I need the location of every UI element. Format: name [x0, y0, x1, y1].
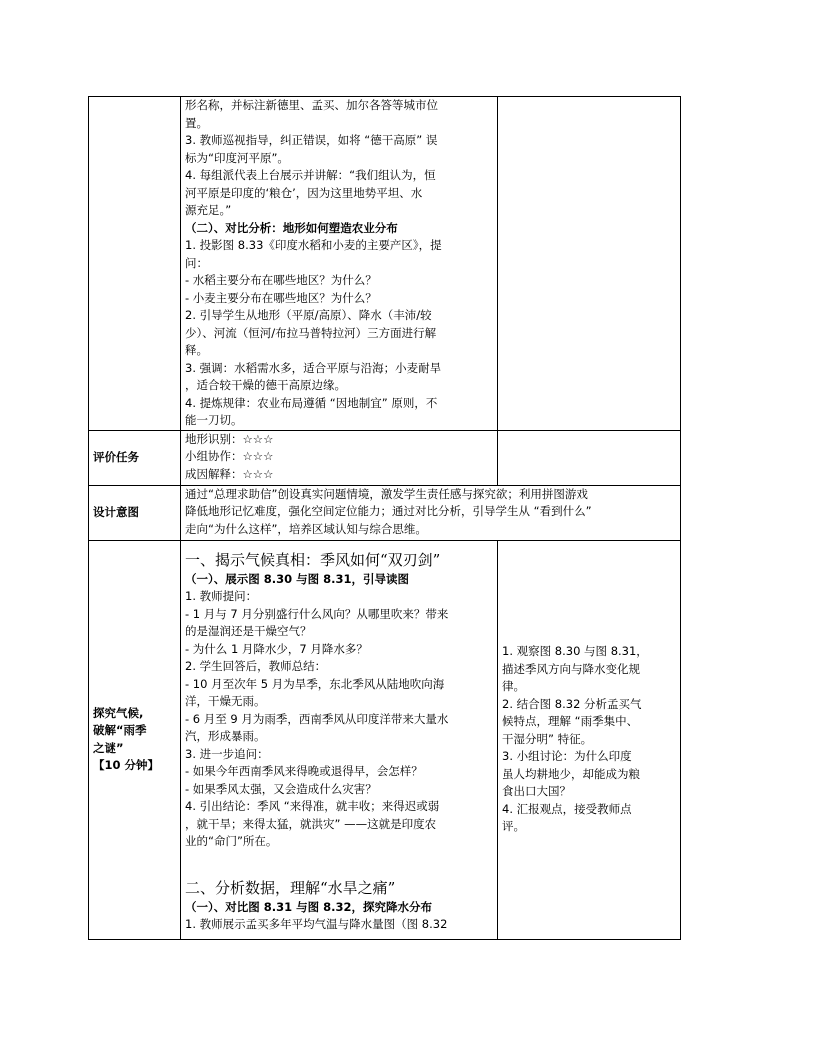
- explore-teacher-cell: [181, 540, 498, 939]
- text-line: - 小麦主要分布在哪些地区？为什么？: [185, 290, 377, 305]
- text-line: 3. 教师巡视指导，纠正错误，如将 “德干高原” 误: [185, 133, 438, 147]
- explore-label-line: 破解“雨季: [93, 723, 147, 737]
- design-text-cell: [181, 485, 681, 540]
- student-activity-line: 1. 观察图 8.30 与图 8.31，: [502, 644, 648, 659]
- text-line: 3. 进一步追问：: [185, 746, 269, 761]
- student-activity-block: [502, 643, 676, 836]
- lesson-plan-table: [88, 96, 681, 940]
- explore-student-cell: [498, 540, 681, 939]
- design-line: 走向“为什么这样”，培养区域认知与综合思维。: [185, 521, 427, 536]
- student-activity-line: 描述季风方向与降水变化规: [502, 661, 640, 676]
- student-activity-line: 评。: [502, 819, 525, 834]
- text-line: 问：: [185, 255, 208, 270]
- text-line: 河平原是印度的‘粮仓’，因为这里地势平坦、水: [185, 185, 423, 200]
- text-line: - 为什么 1 月降水少，7 月降水多？: [185, 641, 368, 656]
- row1-text-block-2: [185, 237, 493, 430]
- subheading-terrain-agriculture: （二）、对比分析：地形如何塑造农业分布: [185, 220, 398, 235]
- design-line: 降低地形记忆难度，强化空间定位能力；通过对比分析，引导学生从 “看到什么”: [185, 504, 592, 518]
- student-activity-line: 虽人均耕地少，却能成为粮: [502, 766, 640, 781]
- text-line: 3. 强调：水稻需水多，适合平原与沿海；小麦耐旱: [185, 360, 442, 375]
- text-line: 源充足。”: [185, 203, 232, 217]
- text-line: - 1 月与 7 月分别盛行什么风向？从哪里吹来？带来: [185, 606, 449, 621]
- text-line: - 如果今年西南季风来得晚或退得早，会怎样？: [185, 764, 423, 778]
- evaluation-item: 小组协作：☆☆☆: [185, 449, 274, 463]
- row-evaluation: [89, 430, 681, 485]
- text-line: 4. 每组派代表上台展示并讲解：“我们组认为，恒: [185, 168, 436, 182]
- row1-student-cell: [498, 97, 681, 431]
- text-line: ，就干旱；来得太猛，就洪灾” ——这就是印度农: [185, 816, 437, 831]
- subheading-read-maps: （一）、展示图 8.30 与图 8.31，引导读图: [185, 571, 410, 586]
- student-activity-line: 候特点，理解 “雨季集中、: [502, 714, 639, 729]
- text-line: 的是湿润还是干燥空气？: [185, 624, 312, 638]
- text-line: 1. 教师展示孟买多年平均气温与降水量图（图 8.32: [185, 917, 448, 931]
- text-line: 1. 投影图 8.33《印度水稻和小麦的主要产区》，提: [185, 238, 442, 252]
- heading-drought-flood: 二、分析数据，理解“水旱之痛”: [185, 878, 396, 897]
- row-terrain-activity: [89, 97, 681, 431]
- row1-teacher-cell: [181, 97, 498, 431]
- explore-label-line: 【10 分钟】: [93, 758, 160, 772]
- explore-text-block-2: [185, 916, 493, 934]
- spacer: [185, 851, 493, 869]
- student-activity-line: 3. 小组讨论：为什么印度: [502, 749, 632, 764]
- explore-label-line: 探究气候,: [93, 705, 144, 720]
- explore-text-block: [185, 588, 493, 851]
- row-explore-climate: [89, 540, 681, 939]
- student-activity-line: 食出口大国？: [502, 784, 571, 799]
- evaluation-item: 地形识别：☆☆☆: [185, 431, 274, 446]
- text-line: 2. 学生回答后，教师总结：: [185, 659, 327, 673]
- explore-label-line: 之谜”: [93, 740, 124, 755]
- student-activity-line: 2. 结合图 8.32 分析孟买气: [502, 696, 642, 711]
- text-line: 4. 引出结论：季风 “来得准，就丰收；来得迟或弱: [185, 799, 440, 813]
- text-line: 少）、河流（恒河/布拉马普特拉河）三方面进行解: [185, 325, 437, 340]
- text-line: 1. 教师提问：: [185, 589, 258, 603]
- text-line: 置。: [185, 115, 208, 130]
- text-line: - 如果季风太强，又会造成什么灾害？: [185, 781, 377, 796]
- row1-label-cell: [89, 97, 181, 431]
- design-line: 通过“总理求助信”创设真实问题情境，激发学生责任感与探究欲；利用拼图游戏: [185, 486, 588, 501]
- row-design-intent: [89, 485, 681, 540]
- evaluation-empty-cell: [498, 430, 681, 485]
- evaluation-label: 评价任务: [89, 430, 181, 485]
- design-label: 设计意图: [89, 485, 181, 540]
- student-activity-line: 4. 汇报观点，接受教师点: [502, 801, 632, 816]
- text-line: 业的“命门”所在。: [185, 834, 278, 848]
- explore-label-cell: [89, 540, 181, 939]
- subheading-precipitation: （一）、对比图 8.31 与图 8.32，探究降水分布: [185, 899, 433, 914]
- text-line: 标为“印度河平原”。: [185, 150, 289, 165]
- text-line: 4. 提炼规律：农业布局遵循 “因地制宜” 原则，不: [185, 395, 438, 410]
- evaluation-item: 成因解释：☆☆☆: [185, 466, 274, 481]
- student-activity-line: 律。: [502, 679, 525, 694]
- text-line: 能一刀切。: [185, 413, 243, 427]
- evaluation-items-cell: [181, 430, 498, 485]
- text-line: 汽，形成暴雨。: [185, 729, 266, 743]
- text-line: ，适合较干燥的德干高原边缘。: [185, 378, 346, 392]
- student-activity-line: 干湿分明” 特征。: [502, 731, 593, 746]
- text-line: 释。: [185, 343, 208, 357]
- text-line: 洋，干燥无雨。: [185, 694, 266, 708]
- text-line: - 10 月至次年 5 月为旱季，东北季风从陆地吹向海: [185, 676, 445, 691]
- text-line: 2. 引导学生从地形（平原/高原）、降水（丰沛/较: [185, 308, 432, 322]
- text-line: - 水稻主要分布在哪些地区？为什么？: [185, 273, 377, 287]
- text-line: - 6 月至 9 月为雨季，西南季风从印度洋带来大量水: [185, 711, 449, 726]
- text-line: 形名称，并标注新德里、孟买、加尔各答等城市位: [185, 98, 438, 112]
- heading-monsoon: 一、揭示气候真相：季风如何“双刃剑”: [185, 550, 441, 569]
- row1-text-block: [185, 97, 493, 220]
